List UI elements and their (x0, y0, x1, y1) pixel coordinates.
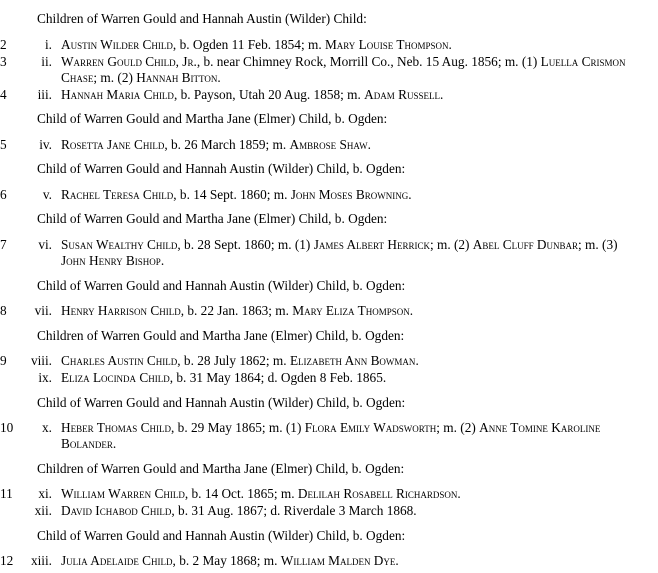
child-roman-numeral: ix. (38, 370, 52, 385)
child-entry (0, 503, 650, 519)
spouse-name: Luella Crismon Chase (61, 54, 626, 85)
record-end: . (217, 70, 221, 85)
child-record (61, 87, 643, 103)
spouse-name: John Moses Browning (290, 187, 409, 202)
spouse-name: William Malden Dye (280, 553, 396, 568)
child-entry (0, 187, 650, 203)
child-entry (0, 553, 650, 569)
spouse-name: Mary Eliza Thompson (292, 303, 410, 318)
family-heading: Child of Warren Gould and Hannah Austin (Wilder) Child, b. Ogden: (37, 161, 406, 176)
record-end: . (367, 137, 371, 152)
generation-number: 6 (0, 187, 7, 202)
child-details: , b. 28 Sept. 1860; m. (1) (177, 237, 314, 252)
child-roman-numeral: i. (44, 37, 52, 52)
record-end: . (160, 253, 165, 268)
child-details: , b. Payson, Utah 20 Aug. 1858; m. (173, 87, 365, 102)
child-roman-numeral: viii. (30, 353, 52, 368)
child-roman-numeral: x. (42, 420, 52, 435)
spouse-name: Hannah Bitton (136, 70, 218, 85)
family-heading: Child of Warren Gould and Hannah Austin (Wilder) Child, b. Ogden: (37, 528, 406, 543)
generation-number: 11 (0, 486, 13, 501)
family-heading: Child of Warren Gould and Martha Jane (Elmer) Child, b. Ogden: (37, 211, 388, 226)
child-record (61, 37, 643, 53)
child-name: Heber Thomas Child (61, 420, 172, 435)
child-name: Charles Austin Child (61, 353, 178, 368)
spouse-name: Mary Louise Thompson (324, 37, 449, 52)
child-entry (0, 37, 650, 53)
spouse-name: Anne Tomine Karoline Bolander (61, 420, 601, 451)
child-roman-numeral: ii. (41, 54, 52, 69)
child-details: , b. 22 Jan. 1863; m. (180, 303, 293, 318)
child-roman-numeral: vi. (38, 237, 52, 252)
family-heading: Children of Warren Gould and Martha Jane (Elmer) Child, b. Ogden: (37, 328, 405, 343)
record-end: . (395, 553, 399, 568)
child-roman-numeral: iii. (37, 87, 52, 102)
child-name: Eliza Locinda Child (61, 370, 170, 385)
child-entry (0, 486, 650, 502)
child-record (61, 187, 643, 203)
spouse-name: John Henry Bishop (61, 253, 161, 268)
record-end: . (409, 303, 414, 318)
child-record (61, 553, 643, 569)
child-entry (0, 137, 650, 153)
generation-number: 5 (0, 137, 7, 152)
family-heading: Children of Warren Gould and Hannah Austin (Wilder) Child: (37, 11, 367, 26)
child-record (61, 420, 643, 452)
child-details: ; m. (2) (429, 237, 473, 252)
family-heading: Child of Warren Gould and Hannah Austin (Wilder) Child, b. Ogden: (37, 278, 406, 293)
child-details: , b. 14 Oct. 1865; m. (184, 486, 298, 501)
spouse-name: Adam Russell (364, 87, 440, 102)
generation-number: 2 (0, 37, 7, 52)
record-end: . (457, 486, 461, 501)
child-name: Julia Adelaide Child (61, 553, 173, 568)
record-end: . (112, 436, 117, 451)
child-record (61, 503, 643, 519)
child-record (61, 137, 643, 153)
child-name: Austin Wilder Child (61, 37, 173, 52)
record-end: . (448, 37, 452, 52)
child-name: Rachel Teresa Child (61, 187, 174, 202)
generation-number: 10 (0, 420, 14, 435)
spouse-name: Elizabeth Ann Bowman (289, 353, 416, 368)
child-details: , b. 29 May 1865; m. (1) (171, 420, 305, 435)
child-details: ; m. (3) (578, 237, 618, 252)
child-record (61, 303, 643, 319)
child-details: ; m. (2) (93, 70, 137, 85)
child-roman-numeral: vii. (34, 303, 52, 318)
child-details: , b. 31 May 1864; d. Ogden 8 Feb. 1865. (169, 370, 387, 385)
child-entry (0, 54, 650, 86)
spouse-name: Delilah Rosabell Richardson (297, 486, 458, 501)
child-name: Rosetta Jane Child (61, 137, 165, 152)
child-details: , b. 26 March 1859; m. (164, 137, 290, 152)
child-details: , b. Ogden 11 Feb. 1854; m. (172, 37, 325, 52)
child-name: Susan Wealthy Child (61, 237, 178, 252)
child-name: Warren Gould Child, Jr. (61, 54, 197, 69)
spouse-name: James Albert Herrick (313, 237, 430, 252)
child-details: , b. 2 May 1868; m. (172, 553, 281, 568)
child-entry (0, 420, 650, 452)
spouse-name: Abel Cluff Dunbar (472, 237, 579, 252)
child-roman-numeral: v. (42, 187, 52, 202)
child-entry (0, 353, 650, 369)
child-details: , b. 31 Aug. 1867; d. Riverdale 3 March 1868. (171, 503, 417, 518)
child-details: , b. 14 Sept. 1860; m. (173, 187, 291, 202)
generation-number: 9 (0, 353, 7, 368)
spouse-name: Ambrose Shaw (289, 137, 368, 152)
child-roman-numeral: xi. (38, 486, 52, 501)
child-name: Henry Harrison Child (61, 303, 181, 318)
child-entry (0, 370, 650, 386)
child-record (61, 54, 643, 86)
child-roman-numeral: xiii. (30, 553, 52, 568)
record-end: . (439, 87, 444, 102)
record-end: . (408, 187, 412, 202)
family-heading: Children of Warren Gould and Martha Jane (Elmer) Child, b. Ogden: (37, 461, 405, 476)
child-roman-numeral: iv. (39, 137, 52, 152)
spouse-name: Flora Emily Wadsworth (304, 420, 437, 435)
child-name: William Warren Child (61, 486, 185, 501)
child-name: David Ichabod Child (61, 503, 172, 518)
generation-number: 7 (0, 237, 7, 252)
family-heading: Child of Warren Gould and Hannah Austin (Wilder) Child, b. Ogden: (37, 395, 406, 410)
family-heading: Child of Warren Gould and Martha Jane (Elmer) Child, b. Ogden: (37, 111, 388, 126)
child-name: Hannah Maria Child (61, 87, 174, 102)
child-entry (0, 237, 650, 269)
child-record (61, 353, 643, 369)
child-record (61, 370, 643, 386)
generation-number: 8 (0, 303, 7, 318)
generation-number: 4 (0, 87, 7, 102)
child-details: , b. near Chimney Rock, Morrill Co., Neb. 15 Aug. 1856; m. (1) (196, 54, 541, 69)
child-entry (0, 87, 650, 103)
generation-number: 3 (0, 54, 7, 69)
generation-number: 12 (0, 553, 14, 568)
child-entry (0, 303, 650, 319)
child-details: ; m. (2) (436, 420, 480, 435)
record-end: . (415, 353, 419, 368)
child-record (61, 486, 643, 502)
child-details: , b. 28 July 1862; m. (177, 353, 290, 368)
child-roman-numeral: xii. (34, 503, 52, 518)
child-record (61, 237, 643, 269)
